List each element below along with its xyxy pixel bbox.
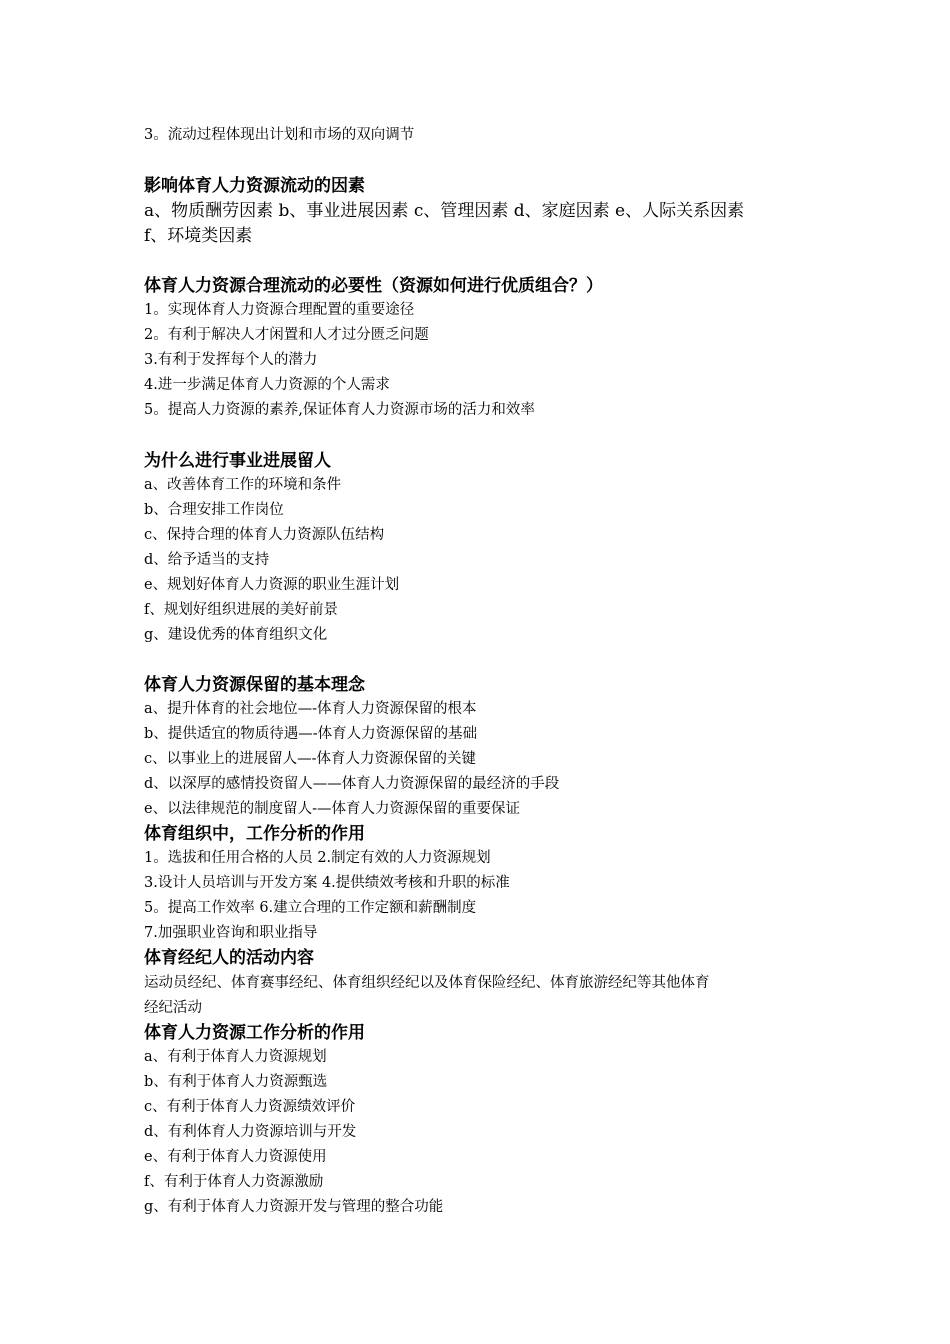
job-analysis-org-item: 7.加强职业咨询和职业指导 [144,925,318,941]
heading-flow-necessity: 体育人力资源合理流动的必要性（资源如何进行优质组合？） [144,276,603,296]
job-analysis-hr-item: c、有利于体育人力资源绩效评价 [144,1099,356,1115]
necessity-item: 4.进一步满足体育人力资源的个人需求 [144,377,390,393]
heading-job-analysis-org: 体育组织中，工作分析的作用 [144,824,365,844]
intro-line: 3。流动过程体现出计划和市场的双向调节 [144,127,415,143]
necessity-item: 1。实现体育人力资源合理配置的重要途径 [144,302,415,318]
job-analysis-org-item: 5。提高工作效率 6.建立合理的工作定额和薪酬制度 [144,900,477,916]
job-analysis-hr-item: d、有利体育人力资源培训与开发 [144,1124,357,1140]
heading-flow-factors: 影响体育人力资源流动的因素 [144,176,365,196]
retention-reason-item: g、建设优秀的体育组织文化 [144,627,328,643]
necessity-item: 2。有利于解决人才闲置和人才过分匮乏问题 [144,327,429,343]
retention-concept-item: c、以事业上的进展留人—-体育人力资源保留的关键 [144,751,477,767]
necessity-item: 3.有利于发挥每个人的潜力 [144,352,318,368]
necessity-item: 5。提高人力资源的素养,保证体育人力资源市场的活力和效率 [144,402,535,418]
retention-concept-item: d、以深厚的感情投资留人——体育人力资源保留的最经济的手段 [144,776,560,792]
heading-job-analysis-hr: 体育人力资源工作分析的作用 [144,1023,365,1043]
heading-retention-concepts: 体育人力资源保留的基本理念 [144,675,365,695]
retention-reason-item: c、保持合理的体育人力资源队伍结构 [144,527,385,543]
job-analysis-hr-item: a、有利于体育人力资源规划 [144,1049,327,1065]
agent-line-2: 经纪活动 [144,1000,202,1016]
agent-line-1: 运动员经纪、体育赛事经纪、体育组织经纪以及体育保险经纪、体育旅游经纪等其他体育 [144,975,710,991]
job-analysis-hr-item: g、有利于体育人力资源开发与管理的整合功能 [144,1199,444,1215]
retention-concept-item: e、以法律规范的制度留人-—体育人力资源保留的重要保证 [144,801,520,817]
retention-reason-item: b、合理安排工作岗位 [144,502,284,518]
job-analysis-org-item: 3.设计人员培训与开发方案 4.提供绩效考核和升职的标准 [144,875,510,891]
retention-reason-item: f、规划好组织进展的美好前景 [144,602,338,618]
retention-reason-item: a、改善体育工作的环境和条件 [144,477,342,493]
factors-line-2: f、环境类因素 [144,226,253,246]
job-analysis-org-item: 1。选拔和任用合格的人员 2.制定有效的人力资源规划 [144,850,491,866]
heading-agent-activities: 体育经纪人的活动内容 [144,948,314,968]
retention-reason-item: e、规划好体育人力资源的职业生涯计划 [144,577,400,593]
retention-concept-item: a、提升体育的社会地位—-体育人力资源保留的根本 [144,701,477,717]
job-analysis-hr-item: f、有利于体育人力资源激励 [144,1174,324,1190]
factors-line-1: a、物质酬劳因素 b、事业进展因素 c、管理因素 d、家庭因素 e、人际关系因素 [144,201,745,221]
job-analysis-hr-item: e、有利于体育人力资源使用 [144,1149,327,1165]
retention-concept-item: b、提供适宜的物质待遇—-体育人力资源保留的基础 [144,726,478,742]
job-analysis-hr-item: b、有利于体育人力资源甄选 [144,1074,328,1090]
retention-reason-item: d、给予适当的支持 [144,552,270,568]
heading-retention-reasons: 为什么进行事业进展留人 [144,451,331,471]
